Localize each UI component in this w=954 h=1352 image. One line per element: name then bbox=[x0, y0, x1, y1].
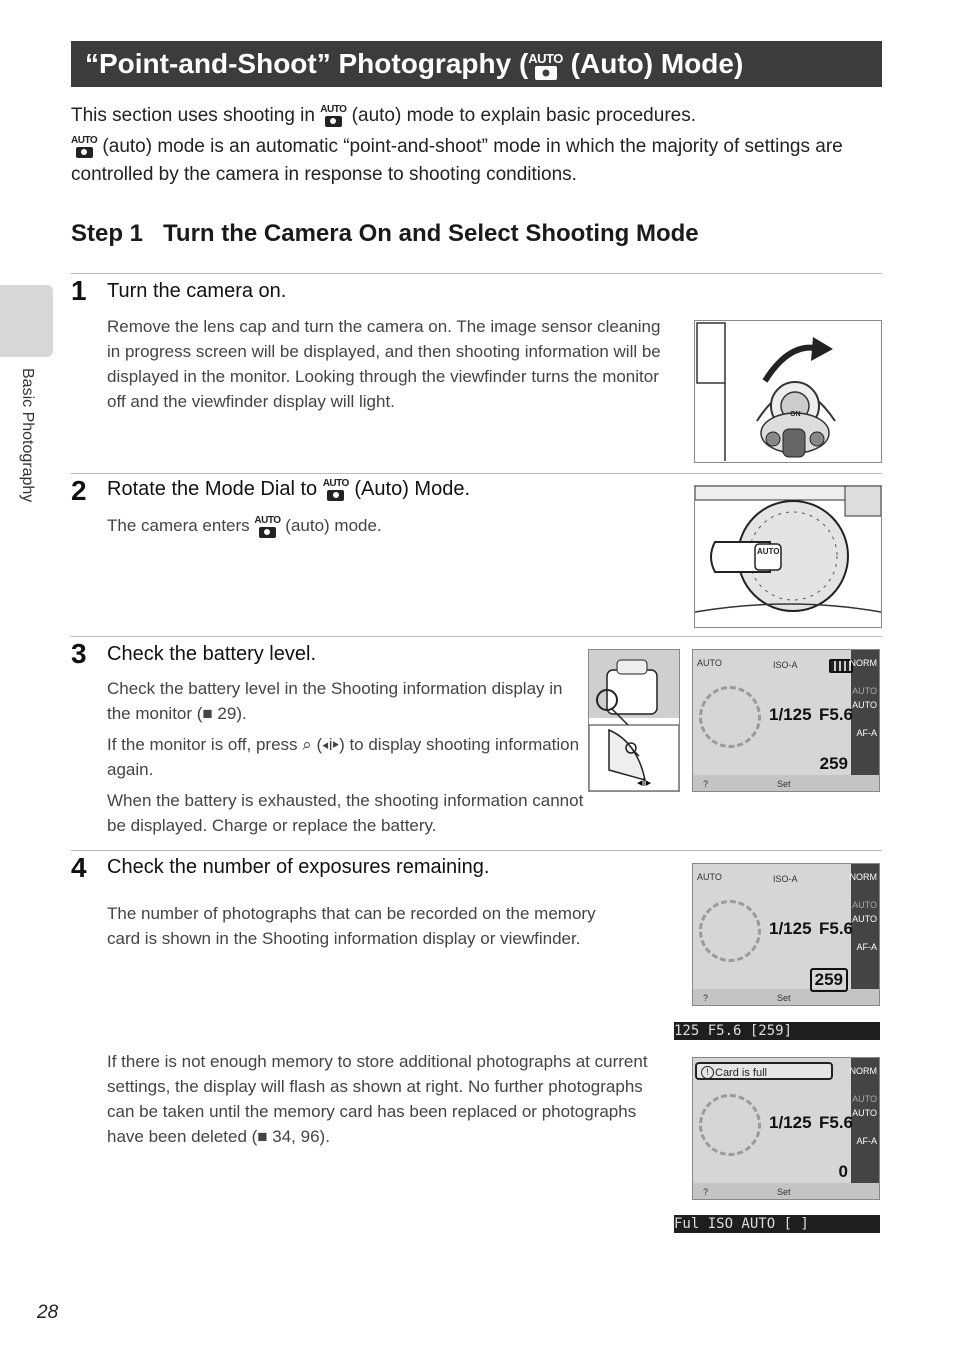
lcd-count: 0 bbox=[838, 1162, 848, 1181]
divider bbox=[71, 473, 882, 474]
lcd-af-mode: AF-A bbox=[856, 942, 877, 952]
lcd-aperture: F5.6 bbox=[819, 1113, 854, 1132]
item-number: 3 bbox=[71, 638, 87, 669]
divider bbox=[71, 850, 882, 851]
lcd-exposure-dial bbox=[699, 900, 761, 962]
lcd-set: Set bbox=[777, 993, 791, 1003]
page-number: 28 bbox=[37, 1302, 59, 1323]
shooting-info-display-battery bbox=[692, 649, 880, 792]
title-suffix: (Auto) Mode) bbox=[562, 48, 744, 79]
item-number: 2 bbox=[71, 475, 87, 506]
on-label: ON bbox=[790, 411, 801, 418]
lcd-shutter: 1/125 bbox=[769, 919, 812, 938]
lcd-help: ? bbox=[703, 779, 709, 789]
power-switch-figure bbox=[694, 320, 882, 463]
step-number: Step 1 bbox=[71, 220, 144, 247]
card-full-warning: ! Card is full bbox=[695, 1062, 833, 1080]
lcd-mode: AUTO bbox=[697, 872, 722, 882]
lcd-set: Set bbox=[777, 1187, 791, 1197]
item-body: The number of photographs that can be recorded on the memory card is shown in the Shooting information display or viewfinder. bbox=[107, 904, 596, 948]
item-body: Remove the lens cap and turn the camera on. The image sensor cleaning in progress screen will be displayed, and then shooting information will be displayed in the monitor. Looking through the viewfinder turns the monitor off and the viewfinder display will light. bbox=[107, 317, 661, 411]
lcd-shutter: 1/125 bbox=[769, 1113, 812, 1132]
item-number: 4 bbox=[71, 852, 87, 883]
lcd-norm: NORM bbox=[849, 872, 877, 882]
auto-mode-icon: AUTO bbox=[323, 479, 349, 501]
chapter-label: Basic Photography bbox=[19, 368, 36, 503]
item-heading: Check the battery level. bbox=[107, 643, 316, 665]
lcd-side-column bbox=[851, 650, 879, 791]
lcd-iso: ISO-A bbox=[773, 874, 798, 884]
lcd-side-column bbox=[851, 864, 879, 1005]
lcd-aperture: F5.6 bbox=[819, 705, 854, 724]
intro-line-1: This section uses shooting in AUTO (auto) mode to explain basic procedures. bbox=[71, 103, 696, 126]
viewfinder-display: 125 F5.6 [259] bbox=[674, 1022, 880, 1040]
lcd-auto-2: AUTO bbox=[852, 914, 877, 924]
lcd-count: 259 bbox=[810, 968, 848, 992]
item-body: If there is not enough memory to store additional photographs at current settings, the display will flash as shown at right. No further photographs can be taken until the memory card has been replaced or photographs have been deleted (■ 34, 96). bbox=[107, 1052, 648, 1146]
auto-mode-icon: AUTO bbox=[254, 516, 280, 538]
lcd-norm: NORM bbox=[849, 1066, 877, 1076]
lcd-auto-1: AUTO bbox=[852, 900, 877, 910]
divider bbox=[71, 636, 882, 637]
lcd-shutter: 1/125 bbox=[769, 705, 812, 724]
item-heading: Check the number of exposures remaining. bbox=[107, 856, 490, 878]
item-body: The camera enters AUTO (auto) mode. bbox=[107, 513, 667, 538]
viewfinder-display-flashing: Ful ISO AUTO [ ] bbox=[674, 1215, 880, 1233]
intro-line-2: AUTO (auto) mode is an automatic “point-and-shoot” mode in which the majority of settings are controlled by the camera in response to shooting conditions. bbox=[71, 134, 843, 185]
item-number: 1 bbox=[71, 275, 87, 306]
lcd-iso: ISO-A bbox=[773, 660, 798, 670]
lcd-auto-2: AUTO bbox=[852, 1108, 877, 1118]
lcd-set: Set bbox=[777, 779, 791, 789]
title-prefix: “Point-and-Shoot” Photography ( bbox=[85, 48, 529, 79]
dial-auto-label: AUTO bbox=[757, 547, 780, 556]
lcd-help: ? bbox=[703, 993, 709, 1003]
lcd-af-mode: AF-A bbox=[856, 728, 877, 738]
lcd-help: ? bbox=[703, 1187, 709, 1197]
auto-mode-icon: AUTO bbox=[320, 105, 346, 127]
divider bbox=[71, 273, 882, 274]
mode-dial-figure bbox=[694, 485, 882, 628]
item-heading: Rotate the Mode Dial to AUTO (Auto) Mode. bbox=[107, 477, 471, 500]
page-title bbox=[71, 41, 882, 87]
lcd-auto-1: AUTO bbox=[852, 1094, 877, 1104]
lcd-count: 259 bbox=[819, 754, 848, 773]
lcd-aperture: F5.6 bbox=[819, 919, 854, 938]
step-title: Turn the Camera On and Select Shooting Mode bbox=[163, 220, 699, 247]
chapter-tab bbox=[0, 285, 53, 357]
lcd-auto-1: AUTO bbox=[852, 686, 877, 696]
shooting-info-display-card-full bbox=[692, 1057, 880, 1200]
lcd-exposure-dial bbox=[699, 686, 761, 748]
item-body: Check the battery level in the Shooting information display in the monitor (■ 29). If the monitor is off, press ⌕ (◂i▸) to display shooting information again. When the battery is exhausted, the shooting information cannot be displayed. Charge or replace the battery. bbox=[107, 679, 584, 835]
item-heading: Turn the camera on. bbox=[107, 280, 287, 302]
shooting-info-display-exposures bbox=[692, 863, 880, 1006]
auto-mode-icon: AUTO bbox=[71, 136, 97, 158]
lcd-norm: NORM bbox=[849, 658, 877, 668]
lcd-side-column bbox=[851, 1058, 879, 1199]
step-heading bbox=[71, 220, 699, 248]
lcd-auto-2: AUTO bbox=[852, 700, 877, 710]
lcd-af-mode: AF-A bbox=[856, 1136, 877, 1146]
lcd-exposure-dial bbox=[699, 1094, 761, 1156]
monitor-button-figure bbox=[588, 649, 680, 792]
auto-mode-icon: AUTO bbox=[528, 52, 563, 80]
lcd-mode: AUTO bbox=[697, 658, 722, 668]
svg-text:◂i▸: ◂i▸ bbox=[637, 776, 652, 789]
